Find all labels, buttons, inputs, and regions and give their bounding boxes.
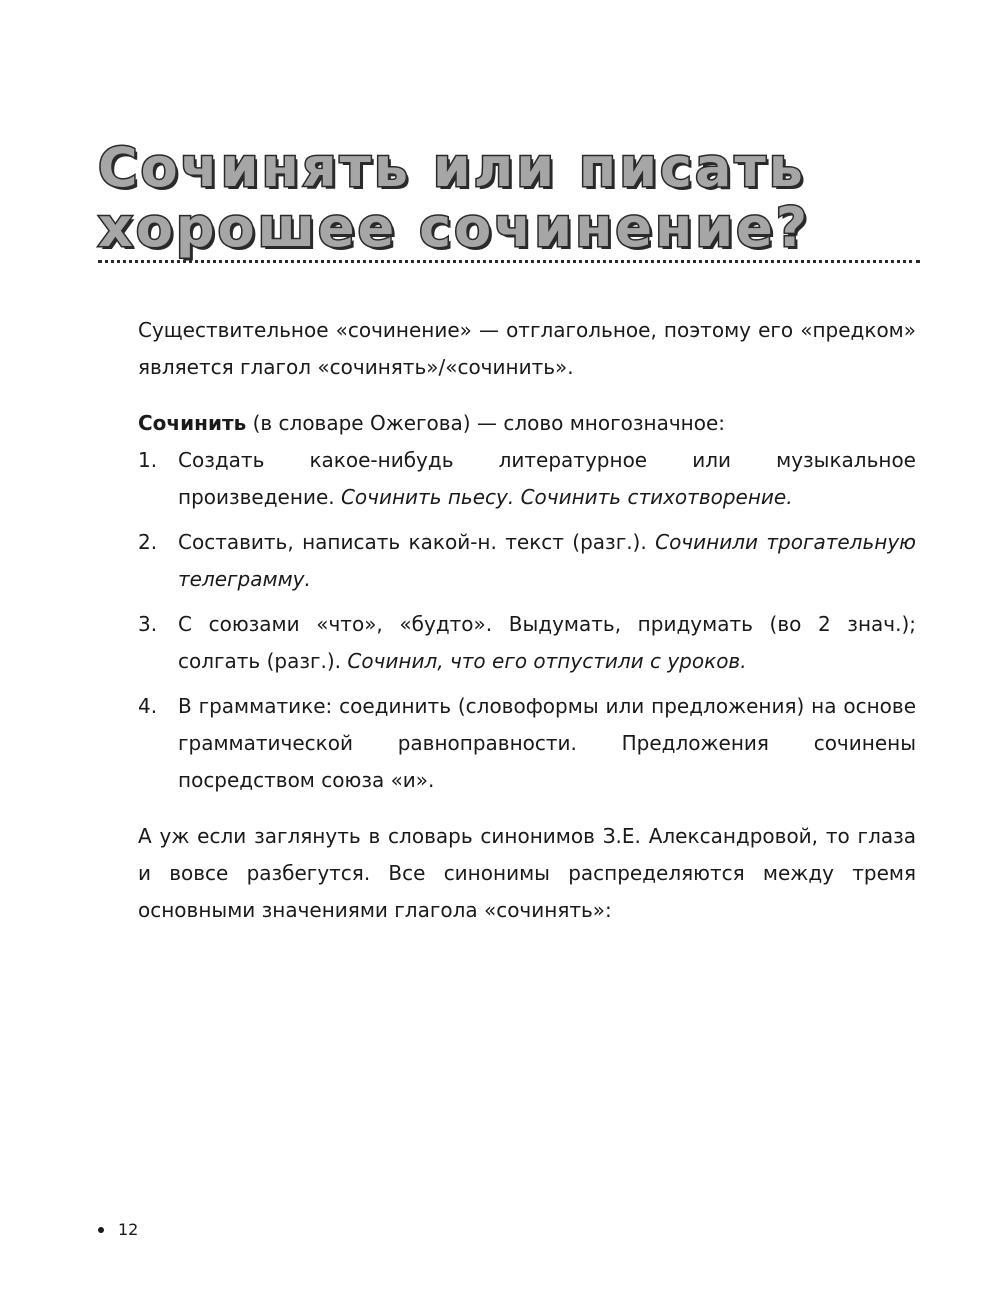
title-line-2: хорошее сочинение? xyxy=(98,196,811,259)
definition-text: Составить, написать какой-н. текст (разг.). xyxy=(178,530,656,554)
page-number: 12 xyxy=(118,1220,139,1239)
definition-number: 2. xyxy=(138,530,158,554)
page-footer xyxy=(98,1218,138,1242)
title-dotted-underline xyxy=(98,260,920,263)
definition-item xyxy=(138,688,916,799)
definition-number: 4. xyxy=(138,694,158,718)
definition-item xyxy=(138,442,916,516)
definition-item xyxy=(138,606,916,680)
definition-text: Создать какое-нибудь литературное или музыкальное произведение. xyxy=(178,448,916,509)
definition-text: С союзами «что», «будто». Выдумать, придумать (во 2 знач.); солгать (разг.). xyxy=(178,612,916,673)
intro-paragraph: Существительное «сочинение» — отглагольное, поэтому его «предком» является глагол «сочинять»/«сочинить». xyxy=(138,318,916,379)
definition-item xyxy=(138,524,916,598)
definition-text: В грамматике: соединить (словоформы или предложения) на основе грамматической равноправности. Предложения сочинены посредством союза «и». xyxy=(178,694,916,792)
definition-intro-text: (в словаре Ожегова) — слово многозначное: xyxy=(246,411,726,435)
definition-example: Сочинили трогательную телеграмму. xyxy=(178,530,916,591)
definition-intro xyxy=(138,405,916,442)
definition-example: Сочинил, что его отпустили с уроков. xyxy=(347,649,747,673)
definition-list xyxy=(138,442,916,799)
closing-paragraph: А уж если заглянуть в словарь синонимов З.Е. Александровой, то глаза и вовсе разбегутся. Все синонимы распределяются между тремя основными значениями глагола «сочинять»: xyxy=(138,824,916,922)
definition-number: 3. xyxy=(138,612,158,636)
page-title xyxy=(98,138,920,258)
title-line-1: Сочинять или писать xyxy=(98,136,806,199)
definition-term: Сочинить xyxy=(138,411,247,435)
bullet-icon xyxy=(98,1227,104,1233)
definition-example: Сочинить пьесу. Сочинить стихотворение. xyxy=(340,485,793,509)
definition-number: 1. xyxy=(138,448,158,472)
